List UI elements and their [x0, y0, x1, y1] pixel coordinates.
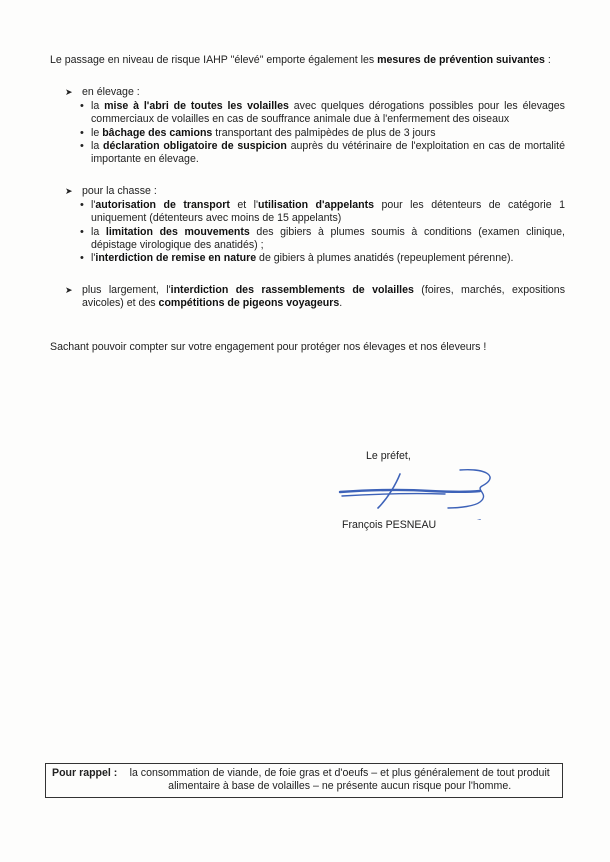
list-item: • la déclaration obligatoire de suspicion auprès du vétérinaire de l'exploitation en cas de mortalité importante en élevage. [91, 140, 565, 166]
reminder-label: Pour rappel : [52, 767, 118, 779]
list-item: • le bâchage des camions transportant des palmipèdes de plus de 3 jours [91, 127, 565, 140]
section-largement [65, 284, 565, 310]
intro-colon: : [544, 54, 551, 66]
section-elevage [65, 86, 565, 166]
signatory-title: Le préfet, [366, 450, 411, 462]
section-chasse [65, 185, 565, 265]
handwritten-signature [330, 464, 510, 520]
intro-bold: mesures de prévention suivantes [377, 54, 545, 66]
reminder-box [45, 763, 563, 798]
arrow-bullet-icon: ➤ [65, 186, 73, 196]
chasse-list [65, 199, 565, 265]
list-item: • l'interdiction de remise en nature de gibiers à plumes anatidés (repeuplement pérenne). [91, 252, 565, 265]
elevage-list [65, 100, 565, 166]
closing-sentence: Sachant pouvoir compter sur votre engagement pour protéger nos élevages et nos éleveurs ! [50, 341, 487, 353]
arrow-bullet-icon: ➤ [65, 285, 73, 295]
list-item: • la limitation des mouvements des gibiers à plumes soumis à conditions (examen clinique, dépistage virologique des anatidés) ; [91, 226, 565, 252]
intro-text: Le passage en niveau de risque IAHP "élevé" emporte également les [50, 54, 378, 66]
intro-paragraph [50, 54, 570, 67]
largement-text: plus largement, l'interdiction des rassemblements de volailles (foires, marchés, expositions avicoles) et des compétitions de pigeons voyageurs. [82, 284, 565, 310]
arrow-bullet-icon: ➤ [65, 87, 73, 97]
chasse-heading: pour la chasse : [82, 185, 157, 197]
list-item: • l'autorisation de transport et l'utilisation d'appelants pour les détenteurs de catégorie 1 uniquement (détenteurs avec moins de 15 appelants) [91, 199, 565, 225]
signatory-name: François PESNEAU [342, 519, 437, 531]
reminder-text: la consommation de viande, de foie gras et d'oeufs – et plus généralement de tout produit alimentaire à base de volailles – ne présente aucun risque pour l'homme. [129, 767, 550, 793]
elevage-heading: en élevage : [82, 86, 140, 98]
list-item: • la mise à l'abri de toutes les volailles avec quelques dérogations possibles pour les élevages commerciaux de volailles en cas de souffrance animale due à l'enfermement des oiseaux [91, 100, 565, 126]
